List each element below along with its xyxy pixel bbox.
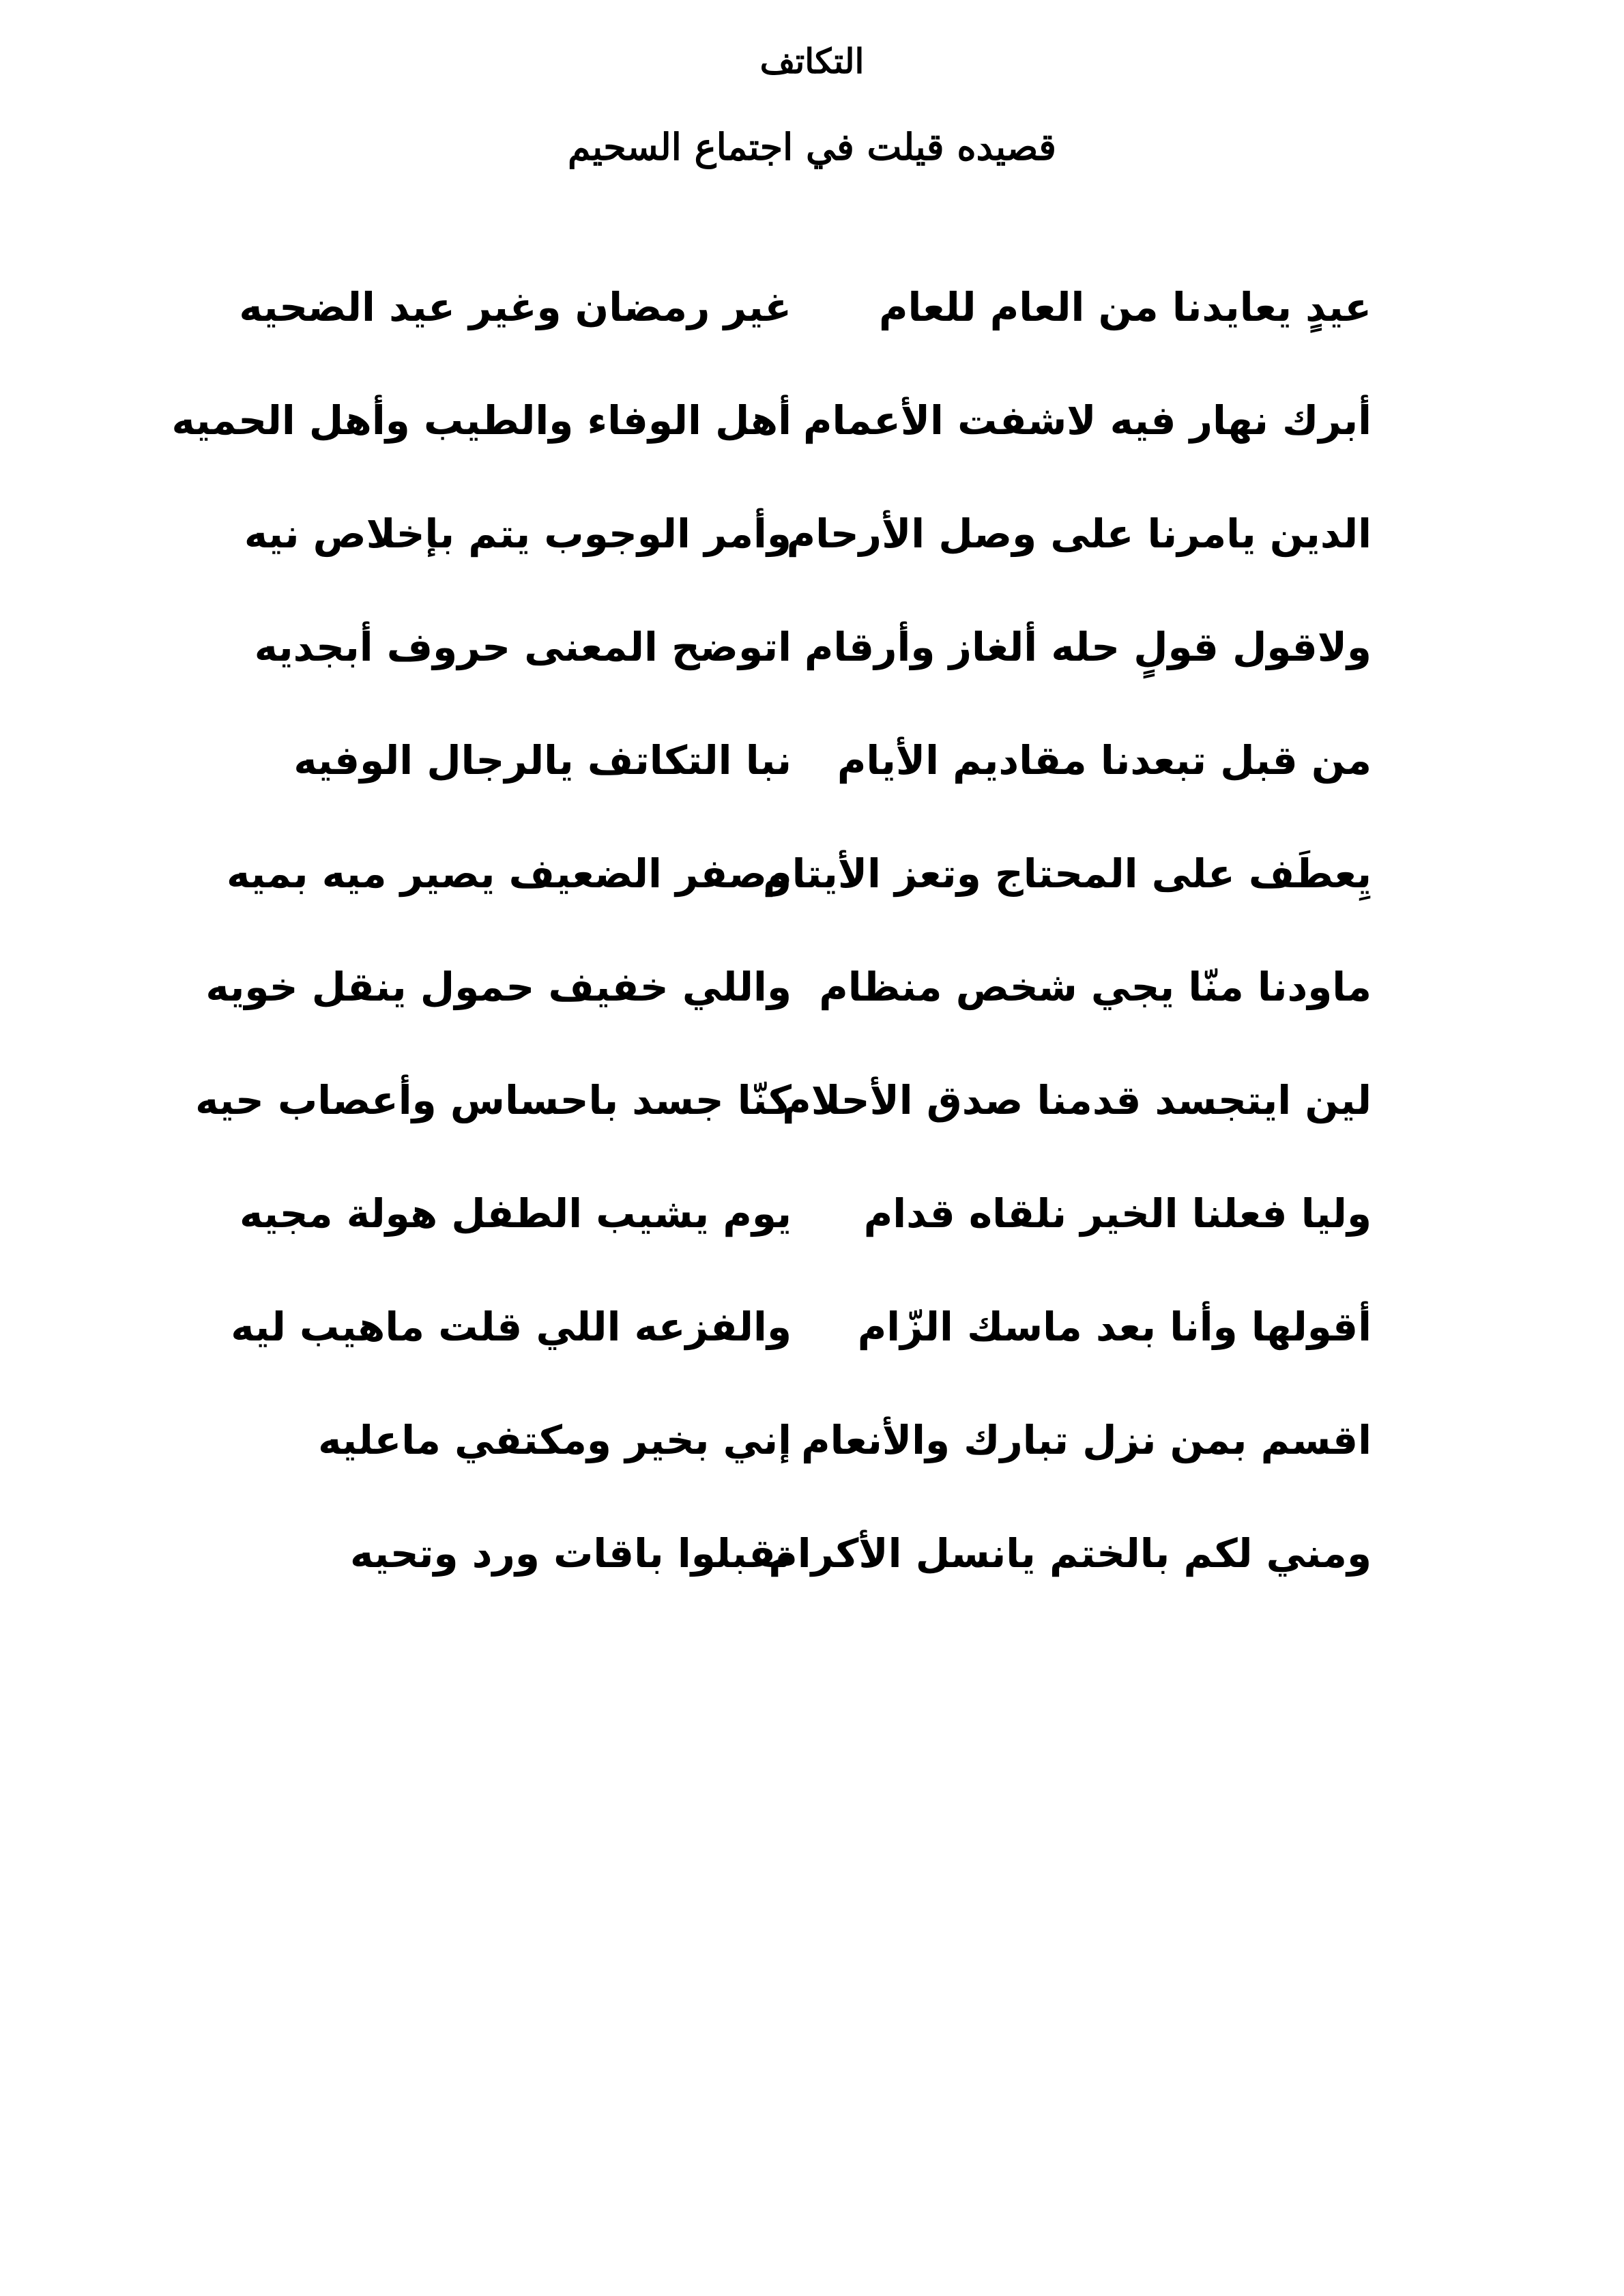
verse-11-first-hemistich: اقسم بمن نزل تبارك والأنعام [801,1417,1372,1463]
verse-8 [195,1066,1385,1179]
poem-subtitle: قصيده قيلت في اجتماع السحيم [568,125,1056,169]
verse-3-first-hemistich: الدين يامرنا على وصل الأرحام [786,511,1372,557]
verse-10 [231,1293,1385,1406]
verse-7-first-hemistich: ماودنا منّا يجي شخص منظام [819,964,1372,1010]
verse-5 [259,726,1385,840]
verse-5-first-hemistich: من قبل تبعدنا مقاديم الأيام [837,737,1372,784]
verse-9-second-hemistich: يوم يشيب الطفل هولة مجيه [239,1190,792,1237]
verse-11-second-hemistich: إني بخير ومكتفي ماعليه [318,1417,792,1463]
verse-9 [239,1179,1385,1293]
verse-2-second-hemistich: أهل الوفاء والطيب وأهل الحميه [171,397,792,444]
verse-10-first-hemistich: أقولها وأنا بعد ماسك الزّام [857,1304,1372,1350]
verse-2 [171,386,1385,500]
verse-8-second-hemistich: كنّا جسد باحساس وأعصاب حيه [195,1077,792,1123]
verse-1-first-hemistich: عيدٍ يعايدنا من العام للعام [879,284,1372,330]
verse-4-second-hemistich: اتوضح المعنى حروف أبجديه [254,624,792,670]
verse-4-first-hemistich: ولاقول قولٍ حله ألغاز وأرقام [804,624,1372,670]
poem-body [171,273,1385,1633]
verse-11 [259,1406,1385,1519]
verse-8-first-hemistich: لين ايتجسد قدمنا صدق الأحلام [782,1077,1372,1123]
verse-12-second-hemistich: تقبلوا باقات ورد وتحيه [350,1530,792,1577]
verse-9-first-hemistich: وليا فعلنا الخير نلقاه قدام [863,1190,1372,1237]
verse-2-first-hemistich: أبرك نهار فيه لاشفت الأعمام [803,397,1372,444]
verse-6-second-hemistich: وصفر الضعيف يصير ميه بميه [227,850,792,897]
verse-3-second-hemistich: وأمر الوجوب يتم بإخلاص نيه [244,511,792,557]
verse-6 [227,840,1385,953]
verse-12-first-hemistich: ومني لكم بالختم يانسل الأكرام [768,1530,1372,1577]
verse-5-second-hemistich: نبا التكاتف يالرجال الوفيه [293,737,792,784]
verse-7-second-hemistich: واللي خفيف حمول ينقل خويه [205,964,792,1010]
verse-3 [244,500,1385,613]
verse-1-second-hemistich: غير رمضان وغير عيد الضحيه [239,284,792,330]
verse-6-first-hemistich: يِعطَف على المحتاج وتعز الأيتام [763,850,1372,897]
poem-title: التكاتف [759,41,865,81]
verse-7 [205,953,1385,1066]
verse-1 [239,273,1385,386]
verse-4 [254,613,1385,726]
verse-10-second-hemistich: والفزعه اللي قلت ماهيب ليه [231,1304,792,1350]
verse-12 [259,1519,1385,1633]
